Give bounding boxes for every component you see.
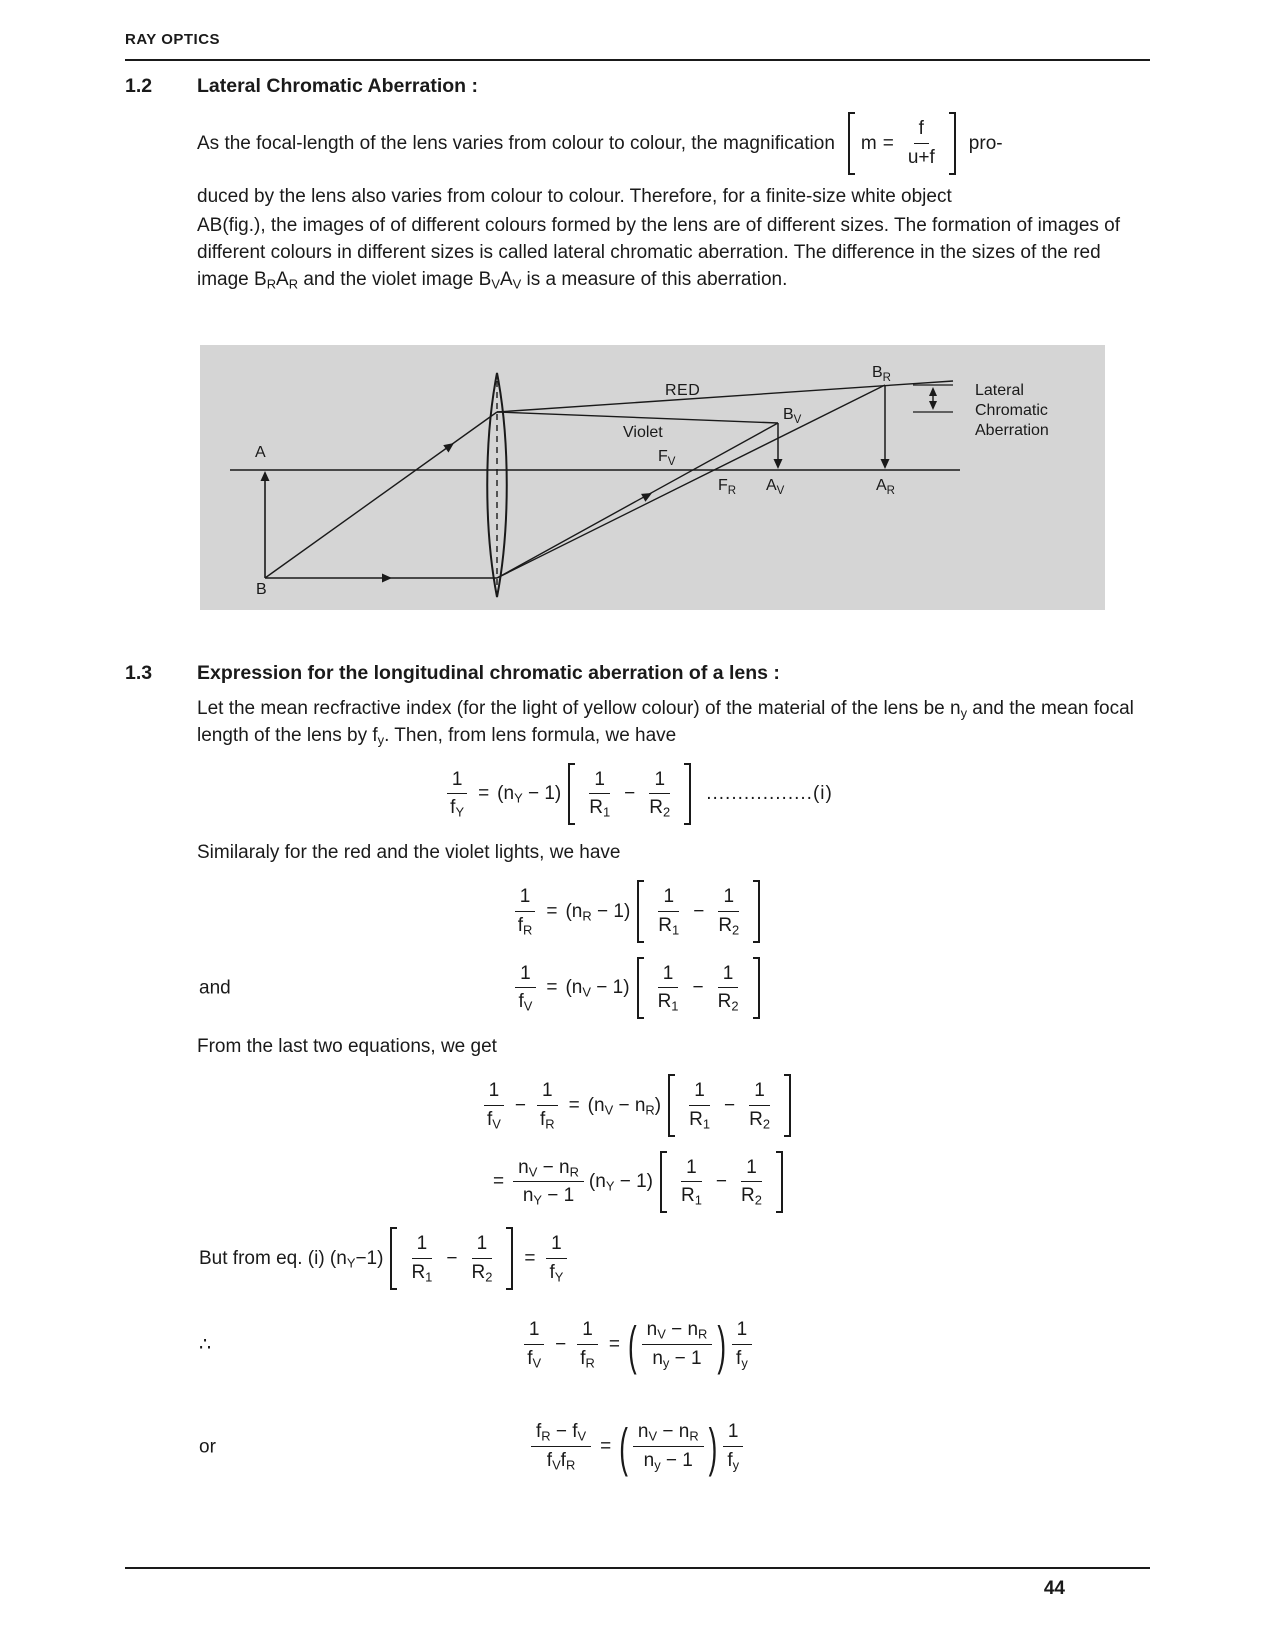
right-bracket (776, 1151, 783, 1214)
fraction-nV-nR-over-nY-1 (513, 1156, 584, 1209)
paragraph-text: Let the mean recfractive index (for the light of yellow colour) of the material of the lens be n (197, 697, 961, 719)
frac-denominator: $f_R$ (517, 914, 533, 938)
equation-therefore (125, 1313, 1150, 1376)
paragraph-text: A (499, 268, 513, 290)
frac-numerator: $n_V - n_R$ (633, 1420, 704, 1447)
fraction-1-over-fV (522, 1318, 546, 1371)
frac-numerator: 1 (524, 1318, 545, 1345)
caption-line-1: Lateral (975, 381, 1024, 399)
paragraph-similarly: Similaraly for the red and the violet lights, we have (197, 842, 621, 863)
equation-or (125, 1415, 1150, 1478)
paragraph-text: As the focal-length of the lens varies from colour to colour, the magnification (197, 132, 835, 154)
frac-denominator: $R_1$ (657, 991, 679, 1014)
label-violet: Violet (623, 423, 663, 441)
right-bracket (753, 957, 760, 1020)
frac-numerator: 1 (649, 768, 670, 795)
frac-numerator: 1 (577, 1318, 598, 1345)
left-bracket (668, 1074, 675, 1137)
frac-denominator: $R_1$ (589, 797, 611, 820)
minus-operator: − (724, 1094, 736, 1116)
fraction-1-over-fV (482, 1079, 506, 1132)
equation-number-dots: .................(i) (706, 783, 833, 805)
frac-denominator: $f_R$ (539, 1108, 555, 1132)
equation-i (125, 763, 1150, 826)
fraction-1-over-R2 (466, 1232, 497, 1285)
frac-denominator: $R_2$ (741, 1185, 762, 1208)
minus-operator: − (692, 977, 704, 999)
paragraph-magnification (197, 112, 1150, 175)
fraction-1-over-R1 (653, 885, 684, 938)
fraction-1-over-fY (445, 768, 469, 821)
equals-sign: = (608, 1334, 620, 1355)
equals-sign: = (882, 132, 894, 154)
frac-denominator: $f_Vf_R$ (546, 1450, 576, 1473)
fraction-1-over-R2 (713, 885, 744, 938)
frac-numerator: 1 (732, 1318, 753, 1345)
square-bracket-group (637, 957, 760, 1020)
magnification-formula (848, 112, 956, 175)
square-bracket-group (568, 763, 691, 826)
coefficient-nV-minus-nR: $(n_V - n_R)$ (587, 1094, 662, 1118)
paragraph-ab-fig (197, 212, 1150, 293)
fraction-nV-nR-over-ny-1 (642, 1318, 713, 1371)
section-1-3-heading (125, 660, 1150, 687)
frac-numerator: f (914, 117, 929, 144)
label-FV: $F_V$ (658, 447, 676, 468)
frac-numerator: 1 (546, 1232, 567, 1259)
frac-denominator: $R_2$ (649, 797, 671, 820)
and-label: and (199, 977, 231, 999)
frac-numerator: 1 (537, 1079, 558, 1106)
section-title: Expression for the longitudinal chromatic aberration of a lens : (197, 661, 780, 684)
right-bracket (784, 1074, 791, 1137)
frac-denominator: $R_2$ (718, 914, 740, 938)
fraction-1-over-R1 (653, 962, 684, 1015)
fraction-nV-nR-over-ny-1 (633, 1420, 704, 1473)
right-bracket (949, 112, 956, 175)
frac-numerator: $n_V - n_R$ (513, 1156, 584, 1183)
label-FR: $F_R$ (718, 476, 737, 497)
frac-denominator: $f_y$ (727, 1450, 740, 1473)
subscript: V (491, 276, 500, 292)
frac-denominator: $f_Y$ (549, 1261, 564, 1285)
frac-numerator: 1 (484, 1079, 505, 1106)
frac-denominator: $f_Y$ (450, 797, 465, 820)
page-footer (125, 1561, 1150, 1602)
frac-numerator: 1 (718, 962, 739, 989)
frac-denominator: $f_V$ (486, 1108, 501, 1132)
label-AV: $A_V$ (766, 476, 785, 497)
frac-denominator: $f_y$ (736, 1348, 748, 1371)
fraction-1-over-R1 (584, 768, 615, 821)
equals-sign: = (600, 1436, 612, 1457)
paragraph-text: and the mean focal length of the lens by f (197, 697, 1134, 746)
right-paren: ) (717, 1313, 727, 1376)
frac-numerator: 1 (689, 1079, 710, 1106)
frac-numerator: 1 (658, 885, 679, 912)
square-bracket-group (660, 1151, 783, 1214)
frac-numerator: 1 (412, 1232, 433, 1259)
paragraph-text: pro- (968, 132, 1003, 154)
square-bracket-group (390, 1227, 513, 1290)
section-1-2-heading (125, 73, 1150, 100)
frac-denominator: $n_Y - 1$ (522, 1185, 575, 1208)
frac-denominator: $R_1$ (658, 914, 680, 938)
therefore-symbol: ∴ (199, 1334, 212, 1355)
left-paren: ( (627, 1313, 637, 1376)
subscript: R (266, 276, 277, 292)
left-bracket (390, 1227, 397, 1290)
paragraph-duced: duced by the lens also varies from colour to colour. Therefore, for a finite-size white object (197, 185, 952, 207)
square-bracket-group (668, 1074, 791, 1137)
frac-numerator: 1 (749, 1079, 770, 1106)
header-rule (125, 59, 1150, 61)
left-bracket (568, 763, 575, 826)
left-bracket (637, 880, 644, 943)
section-number: 1.3 (125, 661, 153, 684)
frac-numerator: 1 (515, 962, 536, 989)
right-paren: ) (708, 1415, 718, 1478)
fraction-1-over-R2 (713, 962, 744, 1015)
frac-numerator: 1 (589, 768, 610, 795)
fraction-1-over-fV (513, 962, 537, 1015)
fraction-1-over-R2 (736, 1156, 767, 1209)
left-paren: ( (619, 1415, 628, 1478)
fraction-1-over-fR (575, 1318, 600, 1371)
section-title: Lateral Chromatic Aberration : (197, 75, 478, 97)
equation-violet (125, 957, 1150, 1020)
frac-denominator: $R_2$ (717, 991, 739, 1014)
right-bracket (753, 880, 760, 943)
paragraph-text: and the violet image B (298, 268, 492, 290)
frac-numerator: 1 (658, 962, 679, 989)
square-bracket-group (637, 880, 760, 943)
minus-operator: − (624, 783, 636, 805)
paragraph-from-last: From the last two equations, we get (197, 1036, 497, 1057)
left-bracket (848, 112, 855, 175)
diagram-svg (200, 345, 1105, 610)
frac-denominator: $f_R$ (580, 1348, 595, 1371)
subscript: V (512, 276, 522, 292)
frac-numerator: 1 (447, 768, 468, 795)
coefficient-nV: $(n_V - 1)$ (565, 977, 630, 1000)
fraction-1-over-fy (722, 1420, 744, 1473)
subscript: y (960, 705, 968, 721)
right-bracket (506, 1227, 513, 1290)
paragraph-text: A (276, 268, 289, 290)
frac-numerator: 1 (681, 1156, 702, 1183)
minus-operator: − (715, 1171, 728, 1193)
chromatic-aberration-diagram (200, 345, 1150, 618)
left-bracket (637, 957, 644, 1020)
label-A: A (255, 443, 266, 461)
fraction-1-over-R1 (684, 1079, 715, 1132)
minus-operator: − (446, 1247, 458, 1269)
but-from-text: But from eq. (i) $(n_Y-1)$ (199, 1247, 384, 1271)
equals-sign: = (568, 1094, 580, 1116)
footer-rule (125, 1567, 1150, 1569)
caption-line-2: Chromatic (975, 401, 1048, 419)
frac-denominator: $R_1$ (680, 1185, 702, 1208)
coefficient-nY: $(n_Y - 1)$ (497, 783, 562, 806)
equals-sign: = (546, 977, 558, 999)
frac-numerator: $n_V - n_R$ (642, 1318, 713, 1345)
frac-numerator: 1 (723, 1420, 744, 1447)
label-BV: $B_V$ (783, 405, 802, 426)
fraction-1-over-fY (545, 1232, 569, 1285)
minus-operator: − (555, 1334, 567, 1355)
equals-sign: = (546, 900, 558, 922)
frac-numerator: $f_R - f_V$ (531, 1420, 591, 1447)
fraction-1-over-R1 (676, 1156, 707, 1209)
label-BR: $B_R$ (872, 363, 891, 384)
frac-denominator: $R_1$ (411, 1261, 433, 1285)
caption-line-3: Aberration (975, 421, 1049, 439)
fraction-1-over-R2 (644, 768, 675, 821)
minus-operator: − (514, 1094, 526, 1116)
diagram-background (200, 345, 1105, 610)
left-bracket (660, 1151, 667, 1214)
frac-denominator: $R_2$ (471, 1261, 493, 1285)
paragraph-text: is a measure of this aberration. (521, 268, 788, 290)
frac-numerator: 1 (718, 885, 739, 912)
frac-denominator: $n_y - 1$ (643, 1450, 693, 1473)
frac-numerator: 1 (472, 1232, 493, 1259)
frac-denominator: $R_2$ (749, 1108, 771, 1132)
fraction-1-over-fR (535, 1079, 560, 1132)
fraction-1-over-R1 (406, 1232, 437, 1285)
subscript: y (377, 732, 385, 748)
equals-sign: = (524, 1247, 536, 1269)
paragraph-text: AB(fig.), the images of of different colours formed by the lens are of different sizes. The formation of images of different colours in different sizes is called lateral chromatic aberration. The difference in the sizes of the red image B (197, 214, 1121, 290)
paragraph-text: . Then, from lens formula, we have (384, 724, 677, 746)
coefficient-nY: $(n_Y - 1)$ (588, 1171, 653, 1194)
right-bracket (684, 763, 691, 826)
fraction-fR-fV-over-fVfR (531, 1420, 591, 1473)
frac-denominator: $f_V$ (527, 1348, 542, 1371)
header-title: RAY OPTICS (125, 31, 221, 48)
frac-numerator: 1 (741, 1156, 762, 1183)
or-label: or (199, 1436, 216, 1457)
equation-but-from-i (125, 1227, 1150, 1290)
m-symbol: m (860, 132, 877, 154)
section-number: 1.2 (125, 75, 153, 97)
minus-operator: − (693, 900, 705, 922)
equation-red (125, 880, 1150, 943)
frac-denominator: $n_y - 1$ (652, 1348, 702, 1371)
fraction-1-over-fR (513, 885, 538, 938)
fraction-f-over-u-plus-f (903, 117, 940, 170)
paragraph-intro-1-3 (197, 695, 1150, 749)
page-number: 44 (1043, 1578, 1065, 1599)
label-red: RED (665, 381, 701, 399)
page-header (125, 26, 1150, 61)
frac-denominator: u+f (907, 146, 935, 168)
label-B: B (256, 580, 267, 598)
equation-difference (125, 1074, 1150, 1137)
frac-numerator: 1 (515, 885, 536, 912)
fraction-1-over-R2 (744, 1079, 775, 1132)
subscript: R (288, 276, 299, 292)
frac-denominator: $f_V$ (518, 991, 533, 1014)
label-AR: $A_R$ (876, 476, 895, 497)
fraction-1-over-fy (731, 1318, 753, 1371)
coefficient-nR: $(n_R - 1)$ (565, 900, 631, 924)
equals-sign: = (493, 1171, 505, 1193)
frac-denominator: $R_1$ (689, 1108, 710, 1132)
equation-ratio (125, 1151, 1150, 1214)
equals-sign: = (478, 783, 490, 805)
